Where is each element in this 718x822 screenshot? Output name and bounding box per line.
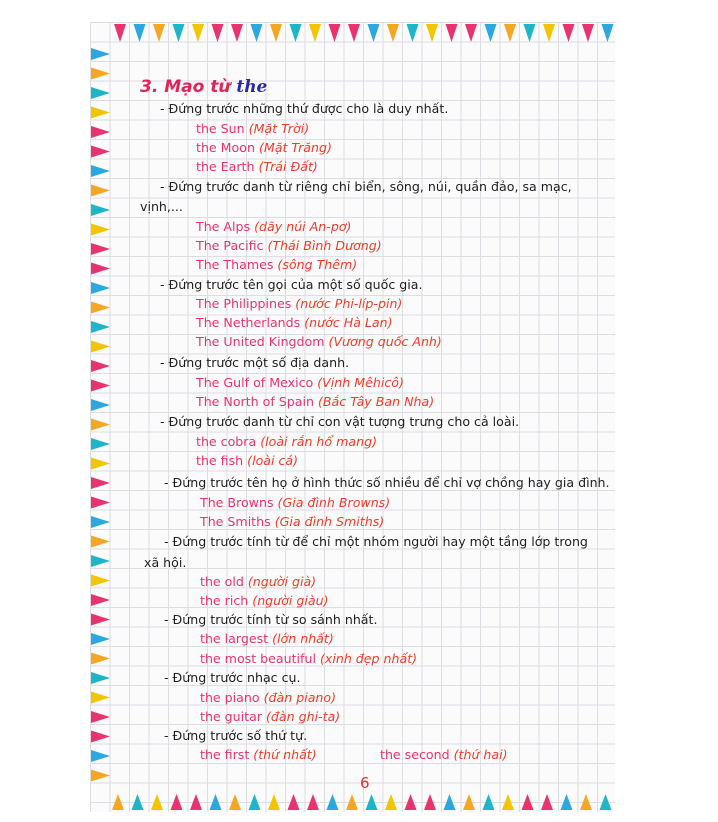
example-translation: (người giàu)	[252, 593, 329, 608]
example-translation: (loài rắn hổ mang)	[260, 434, 377, 449]
example-english: the fish	[196, 453, 244, 468]
example-translation: (Mặt Trăng)	[258, 140, 332, 155]
example-english: The Alps	[196, 219, 251, 234]
example-line	[196, 375, 404, 390]
example-line	[196, 140, 332, 155]
example-english: The Philippines	[196, 296, 292, 311]
example-translation: (Gia đình Smiths)	[274, 514, 385, 529]
notebook-page	[90, 22, 615, 812]
example-line	[196, 219, 351, 234]
section-title-keyword: the	[236, 77, 268, 97]
example-english: The Browns	[200, 495, 274, 510]
example-english: the largest	[200, 631, 269, 646]
example-translation: (loài cá)	[247, 453, 299, 468]
example-line	[196, 238, 382, 253]
example-translation: (nước Phi-líp-pin)	[295, 296, 403, 311]
example-translation: (thứ nhất)	[253, 747, 317, 762]
example-english: The United Kingdom	[196, 334, 325, 349]
example-english: the rich	[200, 593, 249, 608]
rule-text: - Đứng trước nhạc cụ.	[164, 670, 301, 685]
example-english: the piano	[200, 690, 260, 705]
rule-text: - Đứng trước tên họ ở hình thức số nhiều để chỉ vợ chồng hay gia đình.	[164, 475, 610, 490]
page-number: 6	[360, 774, 370, 792]
example-english: The Netherlands	[196, 315, 301, 330]
example-english: The Gulf of Mexico	[196, 375, 314, 390]
example-translation: (lớn nhất)	[272, 631, 334, 646]
example-line	[196, 257, 357, 272]
example-translation: (Vương quốc Anh)	[328, 334, 442, 349]
example-translation: (đàn ghi-ta)	[266, 709, 341, 724]
example-english: the guitar	[200, 709, 262, 724]
example-line	[196, 394, 434, 409]
example-english: the Sun	[196, 121, 245, 136]
example-line	[196, 434, 377, 449]
lesson-content	[90, 22, 615, 812]
example-translation: (thứ hai)	[453, 747, 508, 762]
example-english: the cobra	[196, 434, 257, 449]
rule-text: - Đứng trước những thứ được cho là duy nhất.	[160, 101, 449, 116]
example-translation: (đàn piano)	[263, 690, 337, 705]
example-english: The Pacific	[196, 238, 264, 253]
example-english: the second	[380, 747, 450, 762]
rule-text: - Đứng trước một số địa danh.	[160, 355, 350, 370]
example-line	[200, 747, 317, 762]
example-line	[196, 315, 393, 330]
example-translation: (sông Thêm)	[277, 257, 358, 272]
example-english: the Earth	[196, 159, 255, 174]
example-translation: (Vịnh Mêhicô)	[317, 375, 404, 390]
example-line	[196, 296, 402, 311]
section-title	[140, 77, 267, 97]
example-line	[200, 690, 336, 705]
example-line	[196, 334, 442, 349]
example-english: The Thames	[196, 257, 274, 272]
example-translation: (Thái Bình Dương)	[267, 238, 382, 253]
rule-text: vịnh,...	[140, 199, 183, 214]
example-line	[200, 709, 340, 724]
example-line	[380, 747, 508, 762]
example-line	[200, 574, 316, 589]
rule-text: - Đứng trước danh từ riêng chỉ biển, sông, núi, quần đảo, sa mạc,	[160, 179, 572, 194]
rule-text: - Đứng trước số thứ tự.	[164, 728, 308, 743]
example-translation: (Mặt Trời)	[248, 121, 310, 136]
example-english: the most beautiful	[200, 651, 316, 666]
rule-text: - Đứng trước danh từ chỉ con vật tượng trưng cho cả loài.	[160, 414, 520, 429]
section-title-prefix: 3. Mạo từ	[140, 77, 231, 97]
example-english: the old	[200, 574, 244, 589]
example-translation: (Trái Đất)	[258, 159, 318, 174]
example-english: the Moon	[196, 140, 255, 155]
example-translation: (Bắc Tây Ban Nha)	[318, 394, 435, 409]
example-line	[200, 514, 384, 529]
example-translation: (người già)	[247, 574, 317, 589]
example-line	[196, 453, 298, 468]
rule-text: - Đứng trước tính từ để chỉ một nhóm người hay một tầng lớp trong	[164, 534, 588, 549]
example-english: The Smiths	[200, 514, 271, 529]
example-line	[196, 159, 318, 174]
example-translation: (nước Hà Lan)	[304, 315, 393, 330]
rule-text: xã hội.	[144, 555, 187, 570]
example-english: the first	[200, 747, 250, 762]
example-line	[200, 495, 390, 510]
rule-text: - Đứng trước tính từ so sánh nhất.	[164, 612, 378, 627]
example-translation: (Gia đình Browns)	[277, 495, 391, 510]
example-line	[200, 593, 328, 608]
example-translation: (dãy núi An-pơ)	[254, 219, 352, 234]
example-line	[200, 631, 334, 646]
example-english: The North of Spain	[196, 394, 314, 409]
example-translation: (xinh đẹp nhất)	[319, 651, 418, 666]
example-line	[200, 651, 417, 666]
example-line	[196, 121, 309, 136]
rule-text: - Đứng trước tên gọi của một số quốc gia.	[160, 277, 423, 292]
